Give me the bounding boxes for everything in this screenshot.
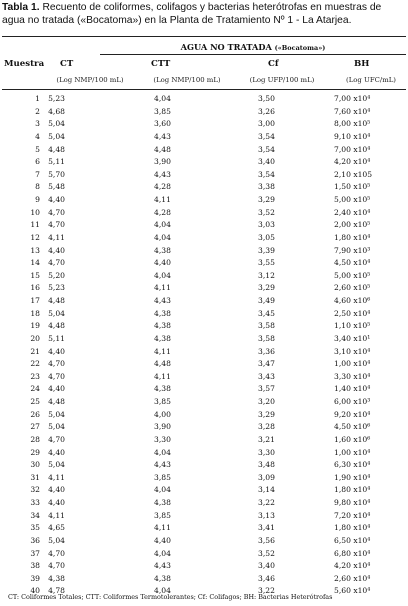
cell-muestra: 13 (30, 245, 40, 255)
cell-bh: 1,80 x10⁴ (334, 523, 371, 533)
cell-muestra: 18 (30, 308, 40, 318)
cell-ctt: 3,85 (154, 106, 171, 116)
cell-muestra: 20 (30, 333, 40, 343)
cell-ctt: 4,11 (154, 346, 171, 356)
table-row (0, 434, 408, 447)
cell-cf: 3,58 (258, 321, 275, 331)
cell-bh: 9,80 x10⁴ (334, 498, 371, 507)
cell-ct: 5,04 (48, 422, 65, 432)
cell-cf: 3,28 (258, 422, 275, 432)
cell-muestra: 11 (30, 220, 40, 230)
cell-cf: 3,26 (258, 106, 275, 116)
cell-muestra: 26 (30, 409, 40, 419)
cell-cf: 3,57 (258, 384, 275, 394)
cell-ctt: 4,40 (154, 258, 171, 268)
table-row (0, 358, 408, 371)
table-row (0, 270, 408, 283)
table-row (0, 484, 408, 497)
cell-ctt: 4,43 (154, 131, 171, 141)
unit-ct: (Log NMP/100 mL) (56, 76, 124, 84)
cell-cf: 3,48 (258, 460, 275, 470)
table-row (0, 156, 408, 169)
cell-ct: 4,70 (48, 359, 65, 369)
cell-cf: 3,05 (258, 232, 275, 242)
table-row (0, 510, 408, 523)
cell-ctt: 4,04 (154, 220, 171, 230)
cell-cf: 3,09 (258, 472, 275, 482)
table-row (0, 333, 408, 346)
cell-ctt: 4,38 (154, 333, 171, 343)
column-header-muestra: Muestra (4, 59, 45, 69)
cell-ctt: 4,38 (154, 384, 171, 394)
cell-ctt: 4,04 (154, 548, 171, 558)
cell-ct: 4,40 (48, 498, 65, 507)
cell-muestra: 3 (35, 119, 40, 129)
cell-ctt: 4,43 (154, 296, 171, 305)
cell-ct: 4,40 (48, 384, 65, 394)
cell-muestra: 12 (30, 232, 40, 242)
cell-cf: 3,30 (258, 447, 275, 457)
cell-muestra: 23 (30, 371, 40, 381)
top-rule (2, 36, 406, 37)
cell-muestra: 19 (30, 321, 40, 331)
table-row (0, 371, 408, 384)
cell-cf: 3,41 (258, 523, 275, 533)
table-row (0, 169, 408, 182)
cell-bh: 2,60 x10⁵ (334, 283, 371, 293)
cell-bh: 5,00 x10⁵ (334, 195, 371, 204)
cell-ctt: 3,85 (154, 510, 171, 520)
cell-bh: 1,80 x10⁴ (334, 232, 371, 242)
cell-muestra: 39 (30, 573, 40, 583)
table-body (0, 93, 408, 598)
cell-ctt: 4,43 (154, 561, 171, 571)
cell-ctt: 3,85 (154, 472, 171, 482)
cell-cf: 3,50 (258, 94, 275, 103)
cell-ctt: 4,04 (154, 586, 171, 596)
cell-ctt: 4,04 (154, 447, 171, 457)
cell-ct: 4,48 (48, 144, 65, 154)
unit-bh: (Log UFC/mL) (346, 76, 396, 84)
cell-bh: 4,20 x10⁴ (334, 561, 371, 571)
cell-muestra: 36 (30, 535, 40, 545)
cell-ct: 5,48 (48, 182, 65, 192)
table-footnote: CT: Coliformes Totales; CTT: Coliformes Termotolerantes; Cf: Colifagos; BH: Bacterias Heterótrofas (8, 593, 333, 601)
cell-bh: 6,80 x10⁴ (334, 548, 371, 558)
cell-ctt: 4,38 (154, 498, 171, 507)
cell-ct: 4,70 (48, 434, 65, 444)
cell-muestra: 28 (30, 434, 40, 444)
cell-muestra: 9 (35, 195, 40, 204)
cell-cf: 3,20 (258, 397, 275, 406)
cell-cf: 3,58 (258, 333, 275, 343)
table-row (0, 144, 408, 157)
cell-ct: 4,70 (48, 548, 65, 558)
cell-ct: 4,40 (48, 195, 65, 204)
cell-cf: 3,47 (258, 359, 275, 369)
cell-cf: 3,22 (258, 498, 275, 507)
cell-ctt: 4,04 (154, 94, 171, 103)
table-row (0, 308, 408, 321)
cell-muestra: 38 (30, 561, 40, 571)
table-row (0, 409, 408, 422)
cell-ctt: 4,00 (154, 409, 171, 419)
caption-label: Tabla 1. (2, 2, 40, 13)
cell-ctt: 4,48 (154, 144, 171, 154)
cell-cf: 3,46 (258, 573, 275, 583)
cell-ct: 5,11 (48, 333, 65, 343)
cell-ct: 4,11 (48, 510, 65, 520)
cell-muestra: 1 (35, 94, 40, 103)
cell-cf: 3,22 (258, 586, 275, 596)
cell-bh: 3,30 x10⁴ (334, 371, 371, 381)
cell-ct: 5,04 (48, 535, 65, 545)
table-row (0, 383, 408, 396)
cell-bh: 2,50 x10⁴ (334, 308, 371, 318)
table-caption (2, 1, 406, 27)
cell-bh: 1,00 x10⁴ (334, 359, 371, 369)
table-row (0, 232, 408, 245)
cell-muestra: 14 (30, 258, 40, 268)
cell-cf: 3,52 (258, 548, 275, 558)
cell-ct: 4,70 (48, 371, 65, 381)
cell-bh: 1,90 x10⁴ (334, 472, 371, 482)
cell-bh: 1,10 x10⁵ (334, 321, 371, 331)
cell-ct: 4,70 (48, 258, 65, 268)
column-header-ctt: CTT (151, 59, 171, 69)
cell-ct: 4,11 (48, 472, 65, 482)
table-row (0, 560, 408, 573)
cell-cf: 3,12 (258, 270, 275, 280)
cell-bh: 4,20 x10⁴ (334, 157, 371, 167)
cell-ct: 5,04 (48, 119, 65, 129)
cell-bh: 7,00 x10⁴ (334, 94, 371, 103)
cell-ct: 4,68 (48, 106, 65, 116)
cell-muestra: 15 (30, 270, 40, 280)
cell-cf: 3,29 (258, 409, 275, 419)
column-header-cf: Cf (268, 59, 279, 69)
caption-text: Recuento de coliformes, colifagos y bacterias heterótrofas en muestras de agua no tratada («Bocatoma») en la Planta de Tratamiento Nº 1 - La Atarjea. (2, 2, 382, 26)
column-header-bh: BH (354, 59, 370, 69)
cell-bh: 7,60 x10⁴ (334, 106, 371, 116)
cell-muestra: 31 (30, 472, 40, 482)
cell-cf: 3,38 (258, 182, 275, 192)
cell-bh: 2,40 x10⁴ (334, 207, 371, 217)
cell-muestra: 29 (30, 447, 40, 457)
cell-ctt: 3,90 (154, 422, 171, 432)
cell-ct: 4,70 (48, 220, 65, 230)
cell-cf: 3,03 (258, 220, 275, 230)
cell-bh: 1,00 x10⁴ (334, 447, 371, 457)
cell-cf: 3,13 (258, 510, 275, 520)
table-row (0, 219, 408, 232)
cell-ctt: 4,43 (154, 460, 171, 470)
cell-cf: 3,45 (258, 308, 275, 318)
cell-ct: 4,70 (48, 561, 65, 571)
group-header (100, 42, 406, 52)
cell-ct: 4,11 (48, 232, 65, 242)
cell-cf: 3,54 (258, 144, 275, 154)
cell-ct: 5,20 (48, 270, 65, 280)
cell-cf: 3,54 (258, 131, 275, 141)
cell-cf: 3,52 (258, 207, 275, 217)
cell-ct: 4,40 (48, 485, 65, 495)
table-row (0, 459, 408, 472)
cell-bh: 9,10 x10⁴ (334, 131, 371, 141)
cell-ctt: 4,48 (154, 359, 171, 369)
header-bottom-rule (2, 89, 406, 90)
column-header-ct: CT (60, 59, 74, 69)
cell-bh: 5,00 x10⁵ (334, 270, 371, 280)
table-row (0, 396, 408, 409)
cell-bh: 7,00 x10⁴ (334, 144, 371, 154)
cell-bh: 1,80 x10⁴ (334, 485, 371, 495)
cell-ctt: 4,38 (154, 308, 171, 318)
cell-ct: 5,11 (48, 157, 65, 167)
cell-cf: 3,40 (258, 157, 275, 167)
cell-bh: 2,60 x10⁴ (334, 573, 371, 583)
cell-bh: 1,60 x10⁶ (334, 434, 371, 444)
cell-ctt: 4,11 (154, 371, 171, 381)
cell-ctt: 4,04 (154, 232, 171, 242)
cell-cf: 3,40 (258, 561, 275, 571)
cell-bh: 6,50 x10⁴ (334, 535, 371, 545)
cell-ct: 4,40 (48, 447, 65, 457)
cell-muestra: 17 (30, 296, 40, 305)
cell-muestra: 21 (30, 346, 40, 356)
cell-bh: 3,40 x10¹ (334, 333, 371, 343)
cell-ct: 4,40 (48, 346, 65, 356)
cell-bh: 6,30 x10⁴ (334, 460, 371, 470)
cell-muestra: 22 (30, 359, 40, 369)
cell-bh: 4,50 x10⁴ (334, 258, 371, 268)
cell-ctt: 4,11 (154, 195, 171, 204)
cell-bh: 7,90 x10³ (334, 245, 371, 255)
cell-muestra: 35 (30, 523, 40, 533)
cell-ct: 4,48 (48, 397, 65, 406)
cell-ctt: 3,30 (154, 434, 171, 444)
cell-bh: 3,10 x10⁴ (334, 346, 371, 356)
table-row (0, 194, 408, 207)
table-row (0, 346, 408, 359)
cell-muestra: 6 (35, 157, 40, 167)
table-row (0, 295, 408, 308)
table-row (0, 522, 408, 535)
cell-ct: 5,23 (48, 283, 65, 293)
table-row (0, 447, 408, 460)
cell-ct: 4,48 (48, 296, 65, 305)
cell-muestra: 2 (35, 106, 40, 116)
cell-ct: 5,04 (48, 409, 65, 419)
cell-cf: 3,54 (258, 169, 275, 179)
cell-bh: 2,00 x10⁵ (334, 220, 371, 230)
cell-ctt: 4,38 (154, 321, 171, 331)
cell-bh: 7,20 x10⁴ (334, 510, 371, 520)
cell-cf: 3,00 (258, 119, 275, 129)
table-row (0, 106, 408, 119)
cell-ctt: 4,38 (154, 245, 171, 255)
cell-ctt: 4,04 (154, 485, 171, 495)
table-row (0, 282, 408, 295)
cell-bh: 5,60 x10⁴ (334, 586, 371, 596)
cell-ct: 4,40 (48, 245, 65, 255)
table-row (0, 245, 408, 258)
cell-ct: 4,78 (48, 586, 65, 596)
cell-cf: 3,21 (258, 434, 275, 444)
cell-cf: 3,29 (258, 195, 275, 204)
cell-ctt: 4,04 (154, 270, 171, 280)
cell-cf: 3,49 (258, 296, 275, 305)
cell-muestra: 5 (35, 144, 40, 154)
cell-muestra: 27 (30, 422, 40, 432)
cell-bh: 8,00 x10⁵ (334, 119, 371, 129)
cell-ct: 4,38 (48, 573, 65, 583)
cell-ctt: 4,38 (154, 573, 171, 583)
unit-ctt: (Log NMP/100 mL) (153, 76, 221, 84)
cell-ctt: 4,43 (154, 169, 171, 179)
cell-ctt: 4,28 (154, 207, 171, 217)
table-row (0, 548, 408, 561)
cell-ctt: 3,60 (154, 119, 171, 129)
table-row (0, 535, 408, 548)
table-row (0, 320, 408, 333)
cell-bh: 9,20 x10⁴ (334, 409, 371, 419)
cell-ct: 5,04 (48, 308, 65, 318)
cell-cf: 3,39 (258, 245, 275, 255)
cell-muestra: 8 (35, 182, 40, 192)
cell-bh: 1,50 x10⁵ (334, 182, 371, 192)
cell-muestra: 10 (30, 207, 40, 217)
cell-muestra: 40 (30, 586, 40, 596)
table-row (0, 207, 408, 220)
table-row (0, 573, 408, 586)
cell-muestra: 30 (30, 460, 40, 470)
cell-cf: 3,29 (258, 283, 275, 293)
table-row (0, 497, 408, 510)
cell-cf: 3,56 (258, 535, 275, 545)
cell-ct: 5,23 (48, 94, 65, 103)
cell-cf: 3,43 (258, 371, 275, 381)
cell-ct: 5,70 (48, 169, 65, 179)
cell-muestra: 16 (30, 283, 40, 293)
cell-muestra: 34 (30, 510, 40, 520)
cell-muestra: 32 (30, 485, 40, 495)
table-row (0, 118, 408, 131)
cell-ct: 4,70 (48, 207, 65, 217)
cell-ctt: 3,90 (154, 157, 171, 167)
cell-cf: 3,36 (258, 346, 275, 356)
cell-bh: 6,00 x10³ (334, 397, 371, 406)
table-row (0, 421, 408, 434)
table-row (0, 93, 408, 106)
cell-cf: 3,14 (258, 485, 275, 495)
cell-bh: 1,40 x10⁴ (334, 384, 371, 394)
table-row (0, 257, 408, 270)
cell-ct: 5,04 (48, 460, 65, 470)
cell-muestra: 25 (30, 397, 40, 406)
cell-ct: 4,48 (48, 321, 65, 331)
cell-muestra: 7 (35, 169, 40, 179)
unit-cf: (Log UFP/100 mL) (249, 76, 315, 84)
cell-muestra: 37 (30, 548, 40, 558)
group-header-subtitle: («Bocatoma») (274, 44, 326, 52)
group-header-title: AGUA NO TRATADA (180, 42, 272, 52)
cell-ct: 5,04 (48, 131, 65, 141)
cell-bh: 2,10 x105 (334, 169, 373, 179)
cell-cf: 3,55 (258, 258, 275, 268)
cell-muestra: 33 (30, 498, 40, 507)
table-row (0, 131, 408, 144)
cell-ct: 4,65 (48, 523, 65, 533)
cell-ctt: 4,11 (154, 523, 171, 533)
cell-ctt: 3,85 (154, 397, 171, 406)
table-row (0, 181, 408, 194)
cell-ctt: 4,40 (154, 535, 171, 545)
cell-muestra: 24 (30, 384, 40, 394)
cell-bh: 4,60 x10⁶ (334, 296, 371, 305)
cell-bh: 4,50 x10⁶ (334, 422, 371, 432)
table-row (0, 472, 408, 485)
cell-ctt: 4,28 (154, 182, 171, 192)
cell-muestra: 4 (35, 131, 40, 141)
group-header-rule (100, 54, 406, 55)
cell-ctt: 4,11 (154, 283, 171, 293)
